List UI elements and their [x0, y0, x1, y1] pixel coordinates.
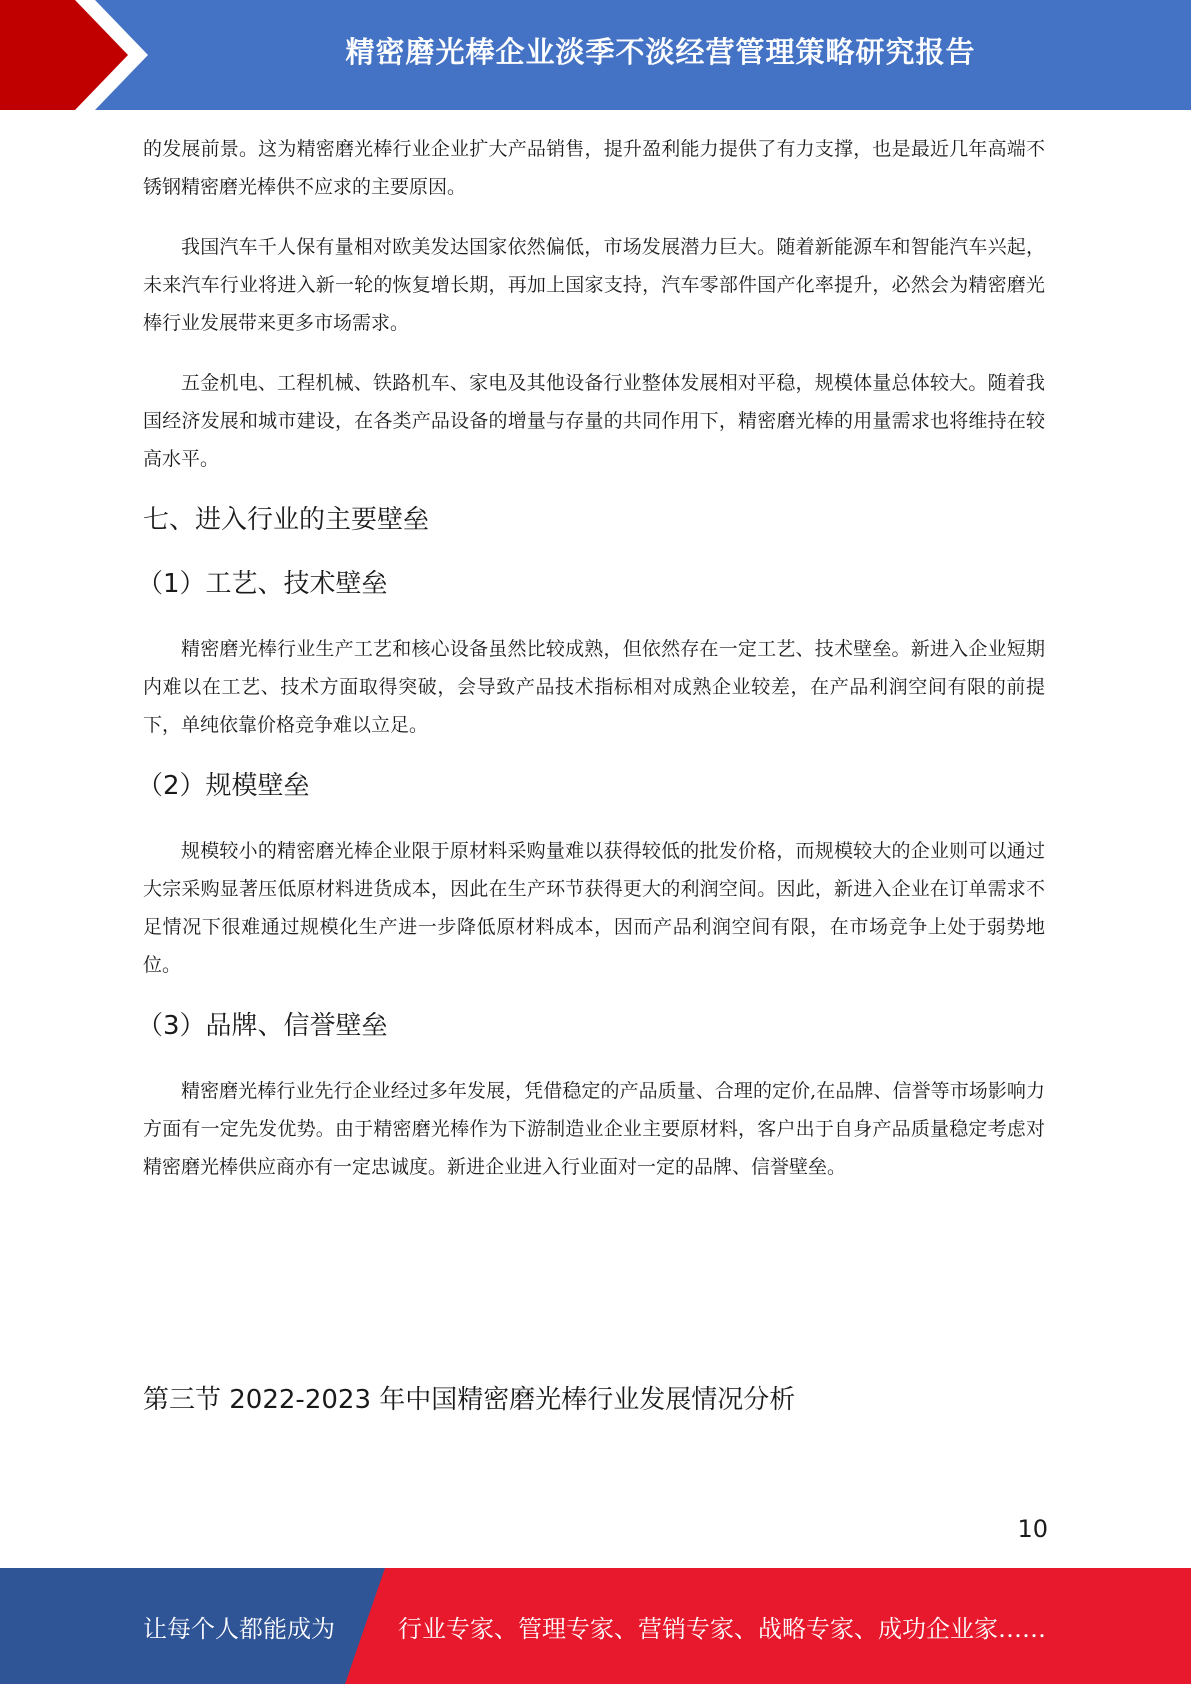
paragraph-hardware: 五金机电、工程机械、铁路机车、家电及其他设备行业整体发展相对平稳，规模体量总体较大。随着我国经济发展和城市建设，在各类产品设备的增量与存量的共同作用下，精密磨光棒的用量需求也将维持在较高水平。 [143, 372, 1045, 470]
footer-slogan-left: 让每个人都能成为 [143, 1614, 335, 1643]
page-number: 10 [1017, 1515, 1048, 1543]
paragraph-scale-barrier: 规模较小的精密磨光棒企业限于原材料采购量难以获得较低的批发价格，而规模较大的企业则可以通过大宗采购显著压低原材料进货成本，因此在生产环节获得更大的利润空间。因此，新进入企业在订单需求不足情况下很难通过规模化生产进一步降低原材料成本，因而产品利润空间有限，在市场竞争上处于弱势地位。 [143, 840, 1045, 976]
report-title: 精密磨光棒企业淡季不淡经营管理策略研究报告 [345, 34, 976, 69]
page-content [137, 130, 1045, 1208]
subheading-brand-barrier: （3）品牌、信誉壁垒 [137, 1011, 388, 1041]
paragraph-brand-barrier: 精密磨光棒行业先行企业经过多年发展，凭借稳定的产品质量、合理的定价,在品牌、信誉等市场影响力方面有一定先发优势。由于精密磨光棒作为下游制造业企业主要原材料，客户出于自身产品质量稳定考虑对精密磨光棒供应商亦有一定忠诚度。新进企业进入行业面对一定的品牌、信誉壁垒。 [143, 1080, 1045, 1178]
subheading-tech-barrier: （1）工艺、技术壁垒 [137, 569, 388, 599]
page-header [0, 0, 1191, 110]
paragraph-automotive: 我国汽车千人保有量相对欧美发达国家依然偏低，市场发展潜力巨大。随着新能源车和智能汽车兴起，未来汽车行业将进入新一轮的恢复增长期，再加上国家支持，汽车零部件国产化率提升，必然会为精密磨光棒行业发展带来更多市场需求。 [143, 236, 1045, 334]
paragraph-continued: 的发展前景。这为精密磨光棒行业企业扩大产品销售，提升盈利能力提供了有力支撑，也是最近几年高端不锈钢精密磨光棒供不应求的主要原因。 [143, 138, 1045, 198]
page-footer [0, 1568, 1191, 1684]
paragraph-tech-barrier: 精密磨光棒行业生产工艺和核心设备虽然比较成熟，但依然存在一定工艺、技术壁垒。新进入企业短期内难以在工艺、技术方面取得突破，会导致产品技术指标相对成熟企业较差，在产品利润空间有限的前提下，单纯依靠价格竞争难以立足。 [143, 638, 1045, 736]
subheading-scale-barrier: （2）规模壁垒 [137, 771, 310, 801]
footer-slogan-right: 行业专家、管理专家、营销专家、战略专家、成功企业家…… [398, 1614, 1046, 1643]
chapter-heading: 第三节 2022-2023 年中国精密磨光棒行业发展情况分析 [143, 1385, 796, 1415]
section-heading-barriers: 七、进入行业的主要壁垒 [143, 505, 430, 535]
